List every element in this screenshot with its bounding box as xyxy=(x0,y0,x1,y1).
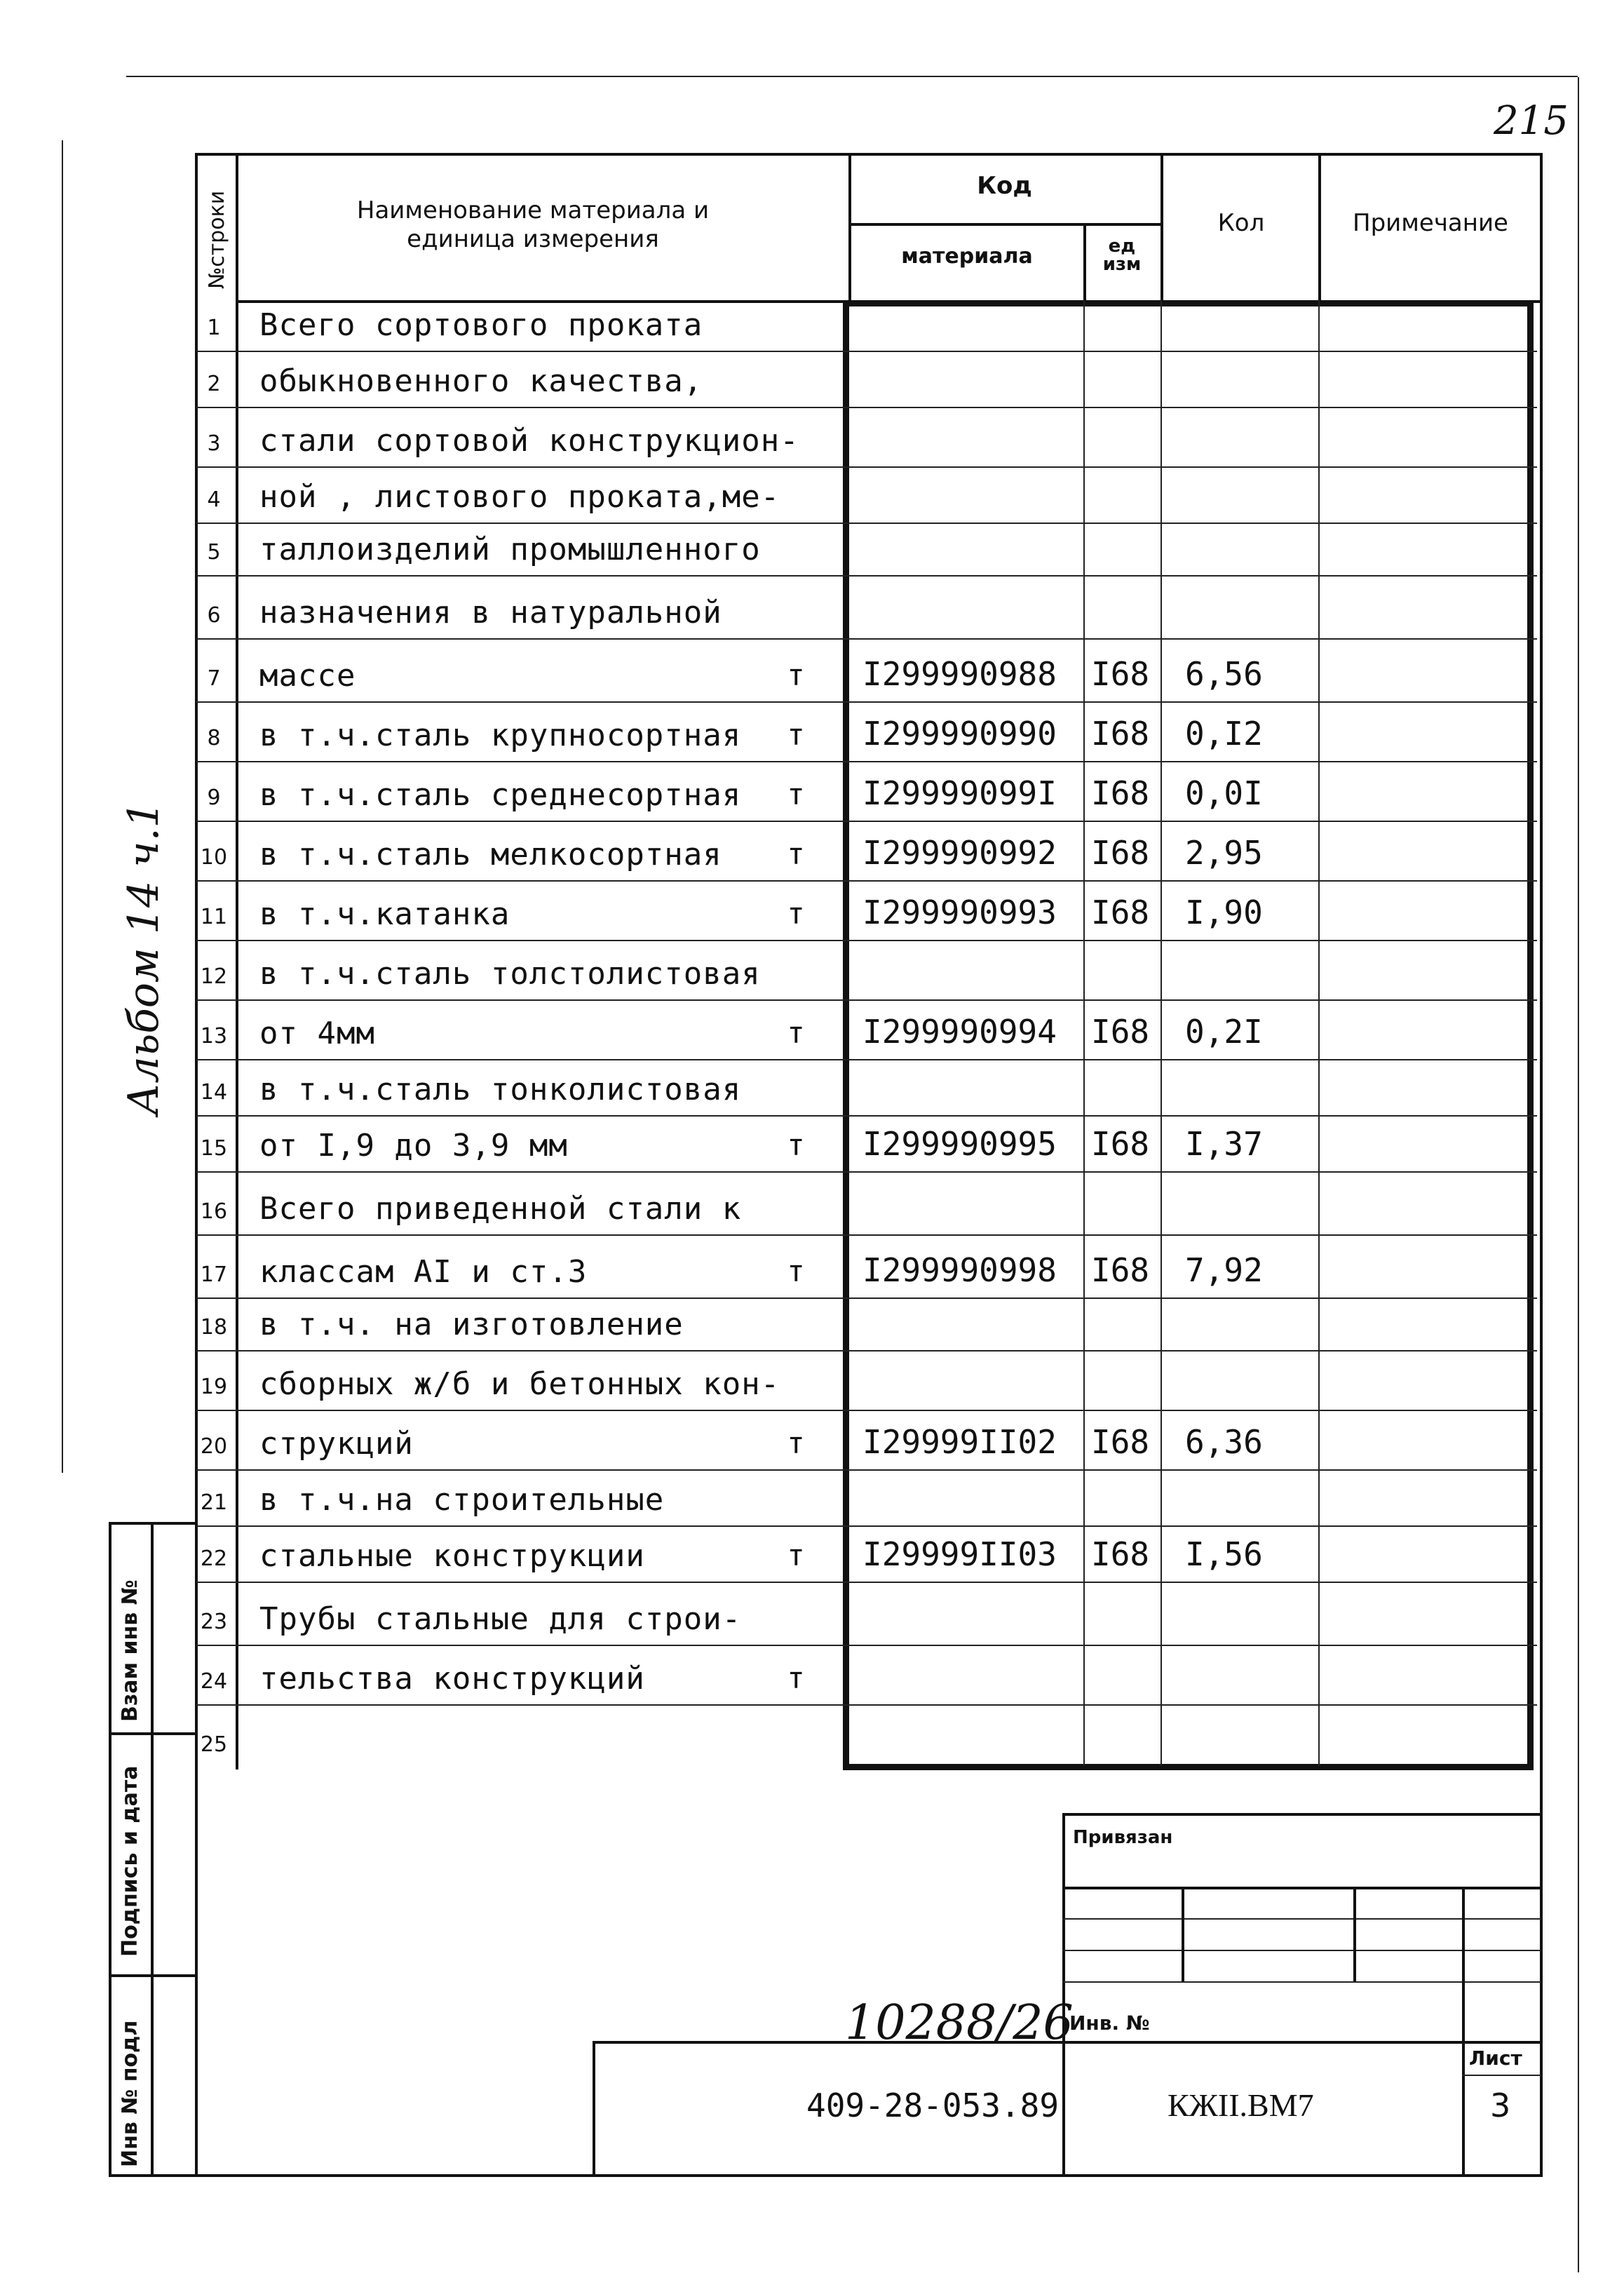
stamp-grid-v1 xyxy=(1182,1887,1184,1981)
row-material-name: Трубы стальные для строи- xyxy=(259,1601,742,1637)
row-separator xyxy=(196,1469,1537,1471)
row-material-code: I29999II02 xyxy=(862,1423,1057,1461)
row-separator xyxy=(196,1525,1537,1527)
stamp-privyazan: Привязан xyxy=(1073,1827,1173,1848)
row-material-code: I299990994 xyxy=(862,1013,1057,1051)
row-material-name: от 4мм xyxy=(259,1016,375,1051)
row-number: 22 xyxy=(200,1546,228,1571)
row-separator xyxy=(196,638,1537,640)
side-strip-mid xyxy=(151,1522,154,2174)
row-number: 24 xyxy=(200,1669,228,1694)
row-quantity: 2,95 xyxy=(1185,834,1263,872)
row-material-name: в т.ч.на строительные xyxy=(259,1482,665,1518)
row-number: 11 xyxy=(200,905,228,929)
stamp-grid-h1 xyxy=(1062,1887,1541,1889)
header-code-material: материала xyxy=(901,244,1033,269)
row-unit: т xyxy=(787,777,805,811)
frame-top xyxy=(195,153,1541,156)
side-strip-div2 xyxy=(109,1974,195,1977)
col-rownum-sep xyxy=(236,153,238,1770)
row-material-code: I299990998 xyxy=(862,1251,1057,1289)
row-material-code: I299990992 xyxy=(862,834,1057,872)
row-unit: т xyxy=(787,896,805,931)
stamp-main-top xyxy=(593,2041,1541,2044)
stamp-handwritten-no: 10288/26 xyxy=(845,1995,1074,2051)
row-unit: т xyxy=(787,1128,805,1162)
row-separator xyxy=(196,351,1537,352)
row-unit-code: I68 xyxy=(1091,1251,1150,1289)
frame-right xyxy=(1540,153,1543,2176)
row-unit: т xyxy=(787,1426,805,1460)
side-label-podpis: Подпись и дата xyxy=(118,1765,142,1957)
row-quantity: 6,36 xyxy=(1185,1423,1263,1461)
row-unit-code: I68 xyxy=(1091,834,1150,872)
row-material-code: I29999II03 xyxy=(862,1535,1057,1573)
row-number: 7 xyxy=(207,666,221,691)
row-material-name: Всего сортового проката xyxy=(259,307,703,343)
row-number: 20 xyxy=(200,1434,228,1459)
row-number: 10 xyxy=(200,845,228,870)
row-separator xyxy=(196,1350,1537,1352)
header-rownum: №строки xyxy=(205,190,229,289)
row-separator xyxy=(196,761,1537,762)
row-number: 13 xyxy=(200,1024,228,1049)
row-number: 3 xyxy=(207,431,221,456)
row-material-name: массе xyxy=(259,658,356,694)
row-quantity: 7,92 xyxy=(1185,1251,1263,1289)
top-rule xyxy=(126,76,1578,77)
row-separator xyxy=(196,1645,1537,1646)
row-material-name: в т.ч.сталь толстолистовая xyxy=(259,956,761,992)
row-number: 1 xyxy=(207,316,221,340)
row-unit: т xyxy=(787,1254,805,1288)
row-number: 12 xyxy=(200,964,228,989)
body-col-kol xyxy=(1161,300,1162,1766)
frame-bottom xyxy=(195,2174,1543,2177)
row-material-name: ной , листового проката,ме- xyxy=(259,479,780,515)
stamp-grid-h2 xyxy=(1062,1918,1541,1920)
row-quantity: I,37 xyxy=(1185,1125,1263,1163)
right-margin-line xyxy=(1578,77,1579,2272)
row-number: 23 xyxy=(200,1610,228,1634)
row-material-name: в т.ч. на изготовление xyxy=(259,1307,684,1342)
body-bottom-bold xyxy=(843,1764,1534,1770)
row-separator xyxy=(196,575,1537,577)
row-number: 17 xyxy=(200,1262,228,1287)
side-label-inv-podl: Инв № подл xyxy=(118,2020,142,2167)
row-separator xyxy=(196,1410,1537,1411)
row-separator xyxy=(196,821,1537,822)
row-unit: т xyxy=(787,837,805,871)
stamp-doc-code: 409-28-053.89 xyxy=(806,2087,1060,2124)
header-code: Код xyxy=(977,172,1032,200)
body-left-bold xyxy=(843,300,849,1770)
stamp-sheet-number: 3 xyxy=(1490,2087,1511,2124)
body-right-bold xyxy=(1527,300,1534,1770)
row-material-name: классам AI и ст.3 xyxy=(259,1254,588,1290)
row-unit-code: I68 xyxy=(1091,1535,1150,1573)
row-material-code: I299990988 xyxy=(862,655,1057,693)
row-material-name: в т.ч.сталь тонколистовая xyxy=(259,1072,742,1107)
row-number: 18 xyxy=(200,1315,228,1340)
row-material-name: таллоизделий промышленного xyxy=(259,532,761,567)
row-number: 19 xyxy=(200,1375,228,1399)
stamp-grid-h3 xyxy=(1062,1950,1541,1951)
row-number: 8 xyxy=(207,726,221,750)
row-material-name: назначения в натуральной xyxy=(259,595,722,631)
header-code-unit: ед изм xyxy=(1102,236,1142,275)
row-material-name: стали сортовой конструкцион- xyxy=(259,423,799,459)
row-quantity: 0,0I xyxy=(1185,774,1263,812)
row-separator xyxy=(196,1582,1537,1583)
row-quantity: I,90 xyxy=(1185,894,1263,931)
stamp-grid-h4 xyxy=(1062,1981,1541,1983)
stamp-left xyxy=(1062,1813,1065,2174)
stamp-sheet-label: Лист xyxy=(1469,2047,1522,2070)
row-separator xyxy=(196,1704,1537,1706)
body-col-ed xyxy=(1083,300,1085,1766)
row-material-code: I299990993 xyxy=(862,894,1057,931)
col-ed-kol-sep xyxy=(1161,153,1163,300)
row-unit-code: I68 xyxy=(1091,894,1150,931)
row-unit-code: I68 xyxy=(1091,774,1150,812)
row-separator xyxy=(196,407,1537,408)
row-material-name: в т.ч.сталь крупносортная xyxy=(259,717,742,753)
row-number: 4 xyxy=(207,487,221,512)
stamp-sheet-rule xyxy=(1462,2075,1541,2076)
body-top-bold xyxy=(843,300,1534,306)
stamp-doc-mark: КЖII.ВМ7 xyxy=(1168,2087,1314,2123)
row-material-name: сборных ж/б и бетонных кон- xyxy=(259,1366,780,1402)
album-label: Альбом 14 ч.1 xyxy=(119,801,168,1115)
row-separator xyxy=(196,1297,1537,1299)
stamp-grid-v2 xyxy=(1353,1887,1356,1981)
side-strip-top xyxy=(109,1522,195,1525)
header-note: Примечание xyxy=(1353,209,1508,237)
side-strip-left xyxy=(109,1522,111,2174)
stamp-grid-v3 xyxy=(1462,1887,1465,2174)
row-number: 6 xyxy=(207,603,221,628)
row-unit: т xyxy=(787,1661,805,1695)
row-separator xyxy=(196,940,1537,941)
row-separator xyxy=(196,1171,1537,1173)
row-material-name: от I,9 до 3,9 мм xyxy=(259,1128,568,1164)
row-separator xyxy=(196,466,1537,468)
row-separator xyxy=(196,1059,1537,1060)
row-separator xyxy=(196,1115,1537,1117)
row-separator xyxy=(196,880,1537,882)
row-material-name: в т.ч.сталь мелкосортная xyxy=(259,837,722,872)
header-qty: Кол xyxy=(1217,209,1265,237)
row-unit: т xyxy=(787,658,805,692)
row-material-name: струкций xyxy=(259,1426,414,1462)
code-subheader-rule xyxy=(848,223,1161,226)
row-number: 16 xyxy=(200,1199,228,1224)
row-material-code: I29999099I xyxy=(862,774,1057,812)
row-separator xyxy=(196,999,1537,1001)
row-number: 2 xyxy=(207,372,221,396)
row-unit-code: I68 xyxy=(1091,715,1150,753)
row-quantity: I,56 xyxy=(1185,1535,1263,1573)
left-margin-line xyxy=(62,140,63,1473)
frame-left xyxy=(195,153,198,2176)
stamp-main-left xyxy=(593,2041,595,2174)
row-material-name: стальные конструкции xyxy=(259,1538,645,1574)
stamp-inv-no: Инв. № xyxy=(1069,2011,1150,2035)
stamp-top xyxy=(1062,1813,1541,1816)
col-code-ed-sep xyxy=(1083,223,1086,300)
row-material-code: I299990995 xyxy=(862,1125,1057,1163)
row-number: 15 xyxy=(200,1136,228,1161)
row-material-code: I299990990 xyxy=(862,715,1057,753)
row-material-name: в т.ч.сталь среднесортная xyxy=(259,777,742,813)
row-unit: т xyxy=(787,717,805,752)
row-separator xyxy=(196,1234,1537,1236)
row-number: 9 xyxy=(207,786,221,810)
page-number: 215 xyxy=(1494,98,1569,144)
row-quantity: 0,I2 xyxy=(1185,715,1263,753)
row-number: 5 xyxy=(207,540,221,565)
row-material-name: Всего приведенной стали к xyxy=(259,1191,742,1227)
row-material-name: тельства конструкций xyxy=(259,1661,645,1697)
row-number: 21 xyxy=(200,1490,228,1515)
row-number: 14 xyxy=(200,1080,228,1105)
side-strip-div1 xyxy=(109,1732,195,1735)
row-material-name: в т.ч.катанка xyxy=(259,896,510,932)
row-unit: т xyxy=(787,1016,805,1050)
row-separator xyxy=(196,523,1537,524)
row-quantity: 6,56 xyxy=(1185,655,1263,693)
body-col-note xyxy=(1318,300,1320,1766)
row-unit-code: I68 xyxy=(1091,1013,1150,1051)
row-material-name: обыкновенного качества, xyxy=(259,363,703,399)
side-strip-bottom xyxy=(109,2174,195,2177)
row-unit: т xyxy=(787,1538,805,1572)
row-unit-code: I68 xyxy=(1091,655,1150,693)
header-name: Наименование материала и единица измерения xyxy=(356,196,710,253)
row-unit-code: I68 xyxy=(1091,1423,1150,1461)
side-label-vzam: Взам инв № xyxy=(118,1579,142,1722)
row-unit-code: I68 xyxy=(1091,1125,1150,1163)
row-separator xyxy=(196,701,1537,703)
row-number: 25 xyxy=(200,1732,228,1757)
row-quantity: 0,2I xyxy=(1185,1013,1263,1051)
